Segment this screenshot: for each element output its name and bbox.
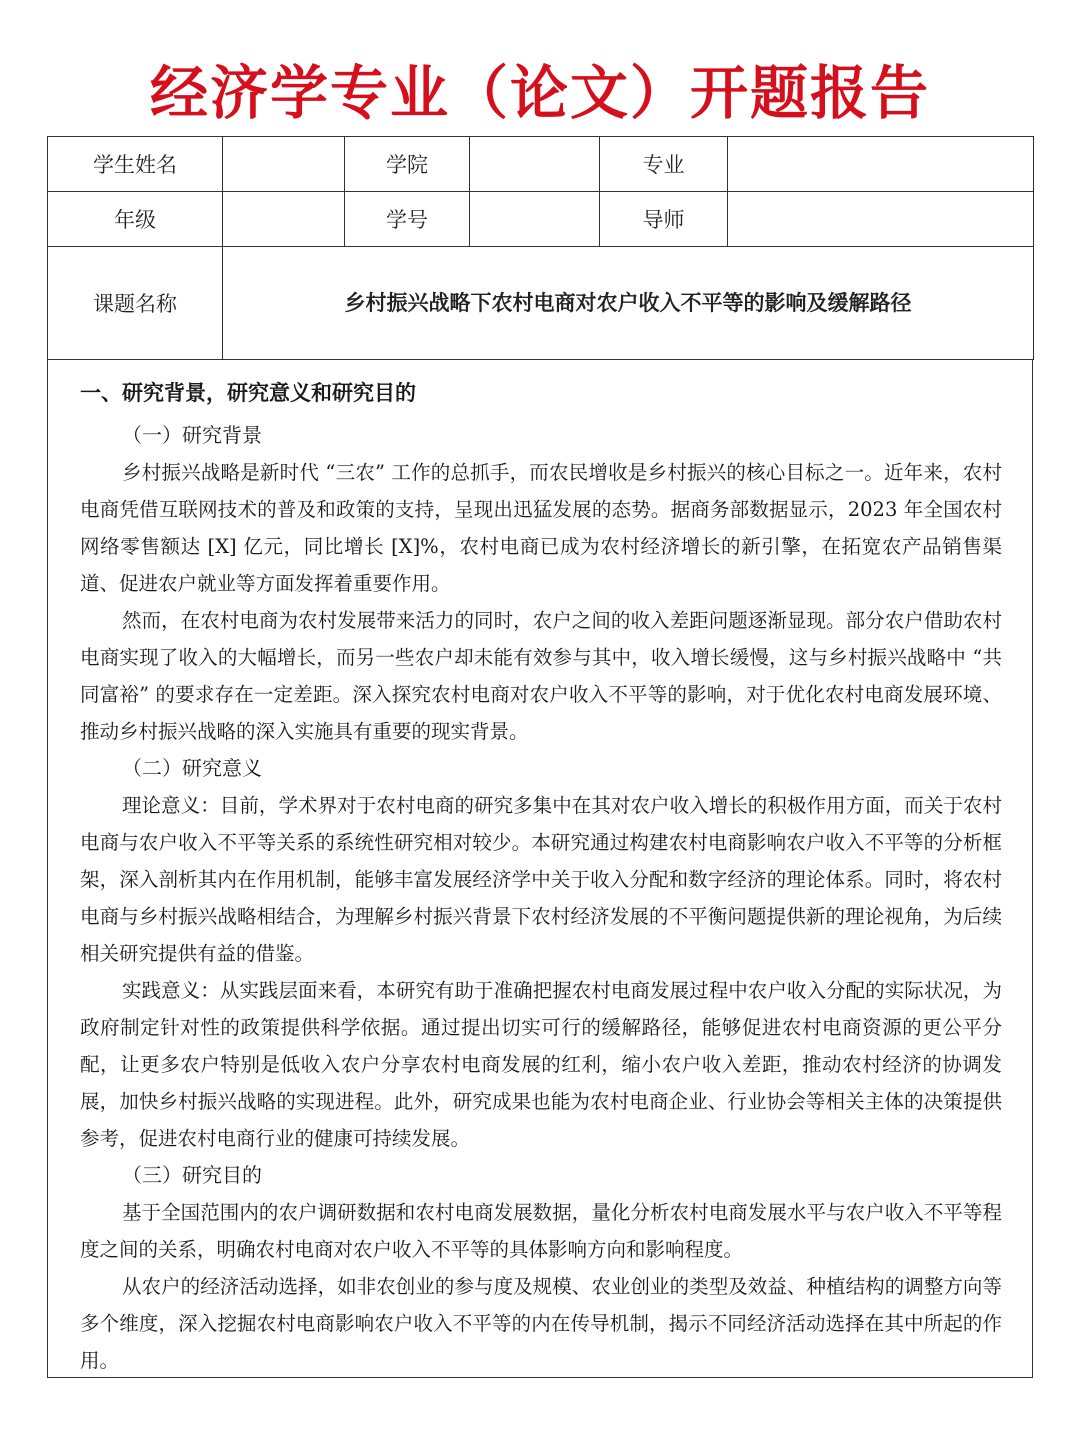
paragraph: 从农户的经济活动选择，如非农创业的参与度及规模、农业创业的类型及效益、种植结构的调整方向等多个维度，深入挖掘农村电商影响农户收入不平等的内在传导机制，揭示不同经济活动选择在其中所起的作用。 xyxy=(80,1275,1002,1372)
value-college xyxy=(470,137,600,192)
value-student-name xyxy=(223,137,345,192)
subsection-heading-purpose: （三）研究目的 xyxy=(122,1163,262,1187)
info-row-1 xyxy=(48,137,1034,192)
value-grade xyxy=(223,192,345,247)
topic-title: 乡村振兴战略下农村电商对农户收入不平等的影响及缓解路径 xyxy=(223,247,1034,360)
info-table xyxy=(47,136,1034,360)
section-heading: 一、研究背景，研究意义和研究目的 xyxy=(80,380,416,405)
label-grade: 年级 xyxy=(48,192,223,247)
paragraph: 实践意义：从实践层面来看，本研究有助于准确把握农村电商发展过程中农户收入分配的实际状况，为政府制定针对性的政策提供科学依据。通过提出切实可行的缓解路径，能够促进农村电商资源的更公平分配，让更多农户特别是低收入农户分享农村电商发展的红利，缩小农户收入差距，推动农村经济的协调发展，加快乡村振兴战略的实现进程。此外，研究成果也能为农村电商企业、行业协会等相关主体的决策提供参考，促进农村电商行业的健康可持续发展。 xyxy=(80,979,1002,1150)
report-title: 经济学专业（论文）开题报告 xyxy=(149,59,930,127)
paragraph: 理论意义：目前，学术界对于农村电商的研究多集中在其对农户收入增长的积极作用方面，而关于农村电商与农户收入不平等关系的系统性研究相对较少。本研究通过构建农村电商影响农户收入不平等的分析框架，深入剖析其内在作用机制，能够丰富发展经济学中关于收入分配和数字经济的理论体系。同时，将农村电商与乡村振兴战略相结合，为理解乡村振兴背景下农村经济发展的不平衡问题提供新的理论视角，为后续相关研究提供有益的借鉴。 xyxy=(80,794,1002,965)
label-student-id: 学号 xyxy=(345,192,470,247)
info-row-topic xyxy=(48,247,1034,360)
value-student-id xyxy=(470,192,600,247)
value-advisor xyxy=(728,192,1034,247)
value-major xyxy=(728,137,1034,192)
label-student-name: 学生姓名 xyxy=(48,137,223,192)
label-topic: 课题名称 xyxy=(48,247,223,360)
report-body xyxy=(47,360,1033,1378)
label-advisor: 导师 xyxy=(600,192,728,247)
subsection-heading-significance: （二）研究意义 xyxy=(122,756,262,780)
paragraph: 然而，在农村电商为农村发展带来活力的同时，农户之间的收入差距问题逐渐显现。部分农户借助农村电商实现了收入的大幅增长，而另一些农户却未能有效参与其中，收入增长缓慢，这与乡村振兴战略中 “共同富裕” 的要求存在一定差距。深入探究农村电商对农户收入不平等的影响，对于优化农村电商发展环境、推动乡村振兴战略的深入实施具有重要的现实背景。 xyxy=(80,609,1002,743)
paragraph: 基于全国范围内的农户调研数据和农村电商发展数据，量化分析农村电商发展水平与农户收入不平等程度之间的关系，明确农村电商对农户收入不平等的具体影响方向和影响程度。 xyxy=(80,1201,1002,1261)
label-major: 专业 xyxy=(600,137,728,192)
subsection-heading-background: （一）研究背景 xyxy=(122,423,262,447)
info-row-2 xyxy=(48,192,1034,247)
paragraph: 乡村振兴战略是新时代 “三农” 工作的总抓手，而农民增收是乡村振兴的核心目标之一。近年来，农村电商凭借互联网技术的普及和政策的支持，呈现出迅猛发展的态势。据商务部数据显示，2023 年全国农村网络零售额达 [X] 亿元，同比增长 [X]%，农村电商已成为农村经济增长的新引擎，在拓宽农产品销售渠道、促进农户就业等方面发挥着重要作用。 xyxy=(80,461,1002,595)
label-college: 学院 xyxy=(345,137,470,192)
